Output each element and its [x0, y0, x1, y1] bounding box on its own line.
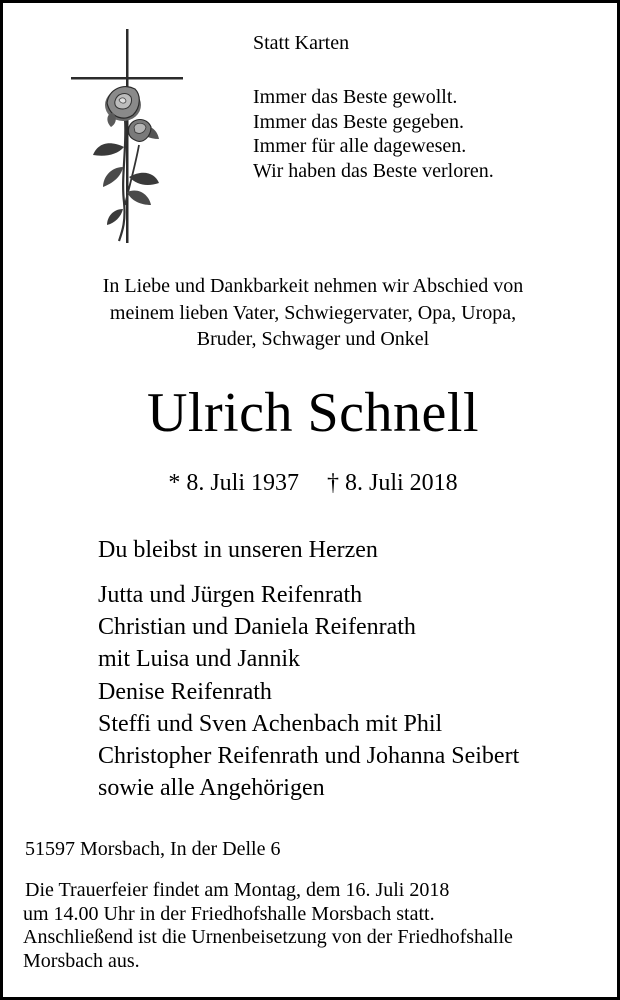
deceased-name: Ulrich Schnell: [146, 382, 480, 444]
mourner-entry: sowie alle Angehörigen: [98, 775, 325, 802]
verse-line: Immer das Beste gegeben.: [253, 110, 465, 133]
service-line: Anschließend ist die Urnenbeisetzung von der Friedhofshalle: [23, 926, 513, 949]
statt-karten-label: Statt Karten: [253, 32, 350, 54]
family-address: 51597 Morsbach, In der Delle 6: [25, 838, 281, 860]
death-date: † 8. Juli 2018: [327, 470, 458, 496]
mourners-list: [98, 579, 519, 804]
mourner-entry: Christopher Reifenrath und Johanna Seibert: [98, 743, 520, 770]
mourner-entry: Steffi und Sven Achenbach mit Phil: [98, 710, 443, 737]
service-line: Die Trauerfeier findet am Montag, dem 16. Juli 2018: [25, 879, 450, 901]
verse-line: Immer das Beste gewollt.: [253, 86, 458, 108]
birth-date: * 8. Juli 1937: [168, 470, 299, 496]
cross-with-rose-icon: [67, 27, 187, 247]
life-dates: [3, 468, 620, 498]
funeral-service-info: [23, 879, 618, 973]
mourner-entry: Denise Reifenrath: [98, 678, 272, 705]
service-line: Morsbach aus.: [23, 949, 140, 972]
intro-line: Bruder, Schwager und Onkel: [196, 328, 430, 350]
intro-line: In Liebe und Dankbarkeit nehmen wir Abschied von: [102, 275, 524, 297]
verse-line: Immer für alle dagewesen.: [253, 135, 467, 157]
mourner-entry: Jutta und Jürgen Reifenrath: [98, 582, 363, 608]
farewell-line: Du bleibst in unseren Herzen: [98, 537, 378, 563]
memorial-verse: [253, 85, 603, 183]
intro-line: meinem lieben Vater, Schwiegervater, Opa, Uropa,: [109, 301, 517, 324]
verse-line: Wir haben das Beste verloren.: [253, 159, 494, 182]
mourner-entry: mit Luisa und Jannik: [98, 646, 300, 673]
mourner-entry: Christian und Daniela Reifenrath: [98, 614, 416, 641]
header-texts: [253, 31, 603, 183]
farewell-intro: [3, 273, 620, 353]
service-line: um 14.00 Uhr in der Friedhofshalle Morsbach statt.: [23, 902, 435, 925]
